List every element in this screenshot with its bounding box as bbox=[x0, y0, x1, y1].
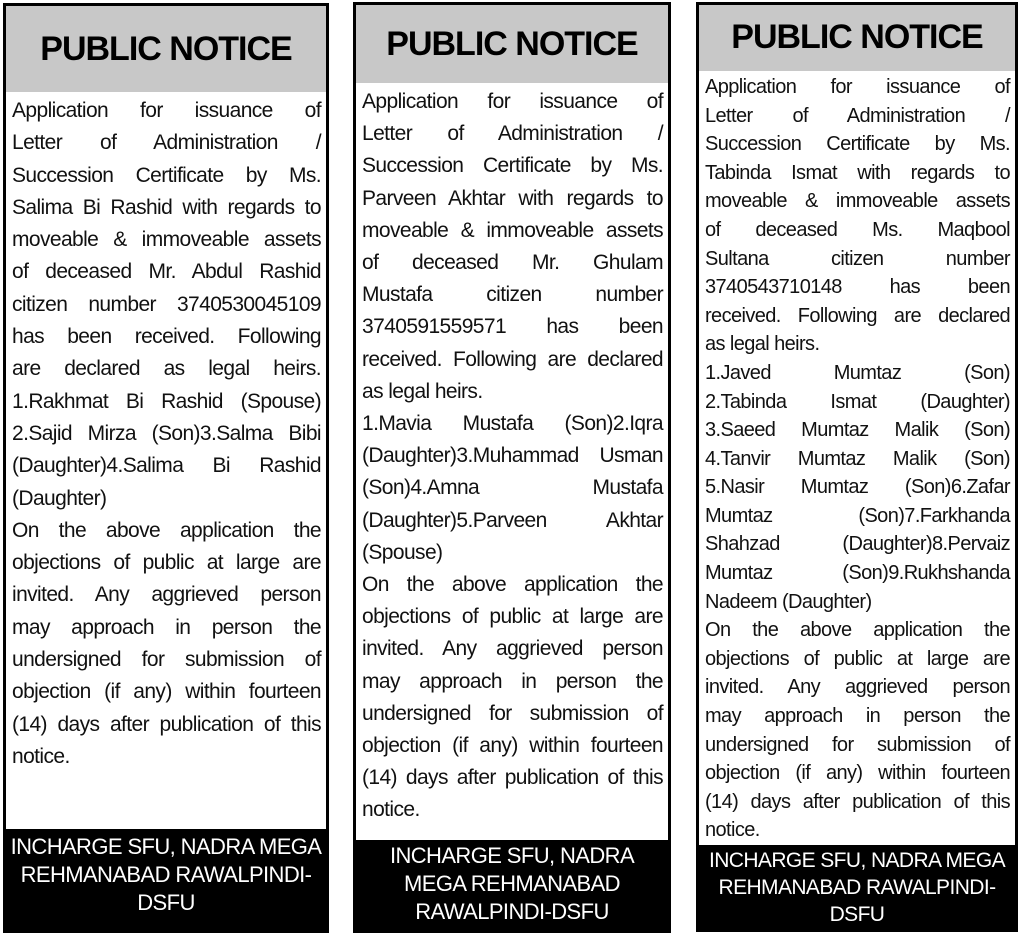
notice-text-line: 1.Javed Mumtaz (Son) bbox=[705, 361, 1010, 384]
notice-text-line: as legal heirs. bbox=[362, 379, 483, 403]
notice-text-line: Mustafa citizen number bbox=[362, 283, 663, 307]
notice-text-line: objections of public at large are bbox=[705, 647, 1010, 670]
notice-text-line: of deceased Ms. Maqbool bbox=[705, 218, 1010, 241]
notice-text-line: Application for issuance of bbox=[12, 99, 321, 122]
notice-text-line: may approach in person the bbox=[362, 669, 663, 693]
notice-text-line: (Spouse) bbox=[362, 540, 443, 564]
notice-text-line: invited. Any aggrieved person bbox=[705, 676, 1010, 699]
notice-text-line: undersigned for submission of bbox=[12, 648, 321, 672]
notice-signature: INCHARGE SFU, NADRA MEGA REHMANABAD RAWALPINDI-DSFU bbox=[699, 845, 1015, 929]
notice-text-line: objections of public at large are bbox=[12, 551, 321, 575]
notice-text-line: 2.Tabinda Ismat (Daughter) bbox=[705, 390, 1010, 413]
notice-text-line: 3.Saeed Mumtaz Malik (Son) bbox=[705, 419, 1010, 442]
notice-text-line: On the above application the bbox=[12, 518, 321, 542]
notice-text-line: notice. bbox=[705, 819, 760, 842]
notice-text-line: Parveen Akhtar with regards to bbox=[362, 186, 663, 210]
notice-signature: INCHARGE SFU, NADRA MEGA REHMANABAD RAWALPINDI-DSFU bbox=[6, 829, 326, 930]
notice-text-line: Sultana citizen number bbox=[705, 247, 1010, 270]
notice-text-line: Nadeem (Daughter) bbox=[705, 590, 872, 613]
notice-text-line: of deceased Mr. Ghulam bbox=[362, 251, 663, 275]
notice-text-line: 1.Rakhmat Bi Rashid (Spouse) bbox=[12, 389, 321, 413]
notice-text-line: (14) days after publication of this bbox=[362, 766, 663, 790]
notice-text-line: objection (if any) within fourteen bbox=[705, 762, 1010, 785]
notice-text-line: Mumtaz (Son)9.Rukhshanda bbox=[705, 562, 1010, 585]
notice-text-line: are declared as legal heirs. bbox=[12, 357, 321, 381]
notice-text-line: Succession Certificate by Ms. bbox=[705, 133, 1010, 156]
notice-text-line: 5.Nasir Mumtaz (Son)6.Zafar bbox=[705, 476, 1010, 499]
notice-body bbox=[699, 71, 1015, 845]
notice-text-line: (Daughter)5.Parveen Akhtar bbox=[362, 508, 663, 532]
notice-text-line: Mumtaz (Son)7.Farkhanda bbox=[705, 504, 1010, 527]
notice-text-line: Letter of Administration / bbox=[362, 122, 663, 146]
notice-text-line: may approach in person the bbox=[12, 615, 321, 639]
notice-text-line: invited. Any aggrieved person bbox=[12, 583, 321, 607]
notice-text-line: On the above application the bbox=[362, 573, 663, 597]
notice-text-line: notice. bbox=[12, 744, 70, 768]
notice-text-line: notice. bbox=[362, 798, 420, 822]
notice-text-line: moveable & immoveable assets bbox=[705, 190, 1010, 213]
notice-body bbox=[6, 92, 326, 829]
notice-text-line: (Son)4.Amna Mustafa bbox=[362, 476, 663, 500]
notice-text-line: invited. Any aggrieved person bbox=[362, 637, 663, 661]
notice-title: PUBLIC NOTICE bbox=[356, 5, 668, 83]
notice-text-line: On the above application the bbox=[705, 619, 1010, 642]
notice-text-line: undersigned for submission of bbox=[705, 733, 1010, 756]
notice-text-line: 1.Mavia Mustafa (Son)2.Iqra bbox=[362, 412, 663, 436]
notice-text-line: Tabinda Ismat with regards to bbox=[705, 161, 1010, 184]
notice-text-line: of deceased Mr. Abdul Rashid bbox=[12, 260, 321, 284]
notice-text-line: (Daughter)3.Muhammad Usman bbox=[362, 444, 663, 468]
notice-text-line: objection (if any) within fourteen bbox=[362, 734, 663, 758]
notice-text-line: citizen number 3740530045109 bbox=[12, 292, 321, 316]
notice-text-line: received. Following are declared bbox=[705, 304, 1010, 327]
notice-text-line: received. Following are declared bbox=[362, 347, 663, 371]
notice-text-line: Succession Certificate by Ms. bbox=[12, 163, 321, 187]
notice-text-line: undersigned for submission of bbox=[362, 701, 663, 725]
public-notice-2 bbox=[353, 2, 671, 933]
notice-text-line: objection (if any) within fourteen bbox=[12, 680, 321, 704]
public-notice-1 bbox=[3, 3, 329, 933]
notice-text-line: as legal heirs. bbox=[705, 333, 820, 356]
notice-text-line: objections of public at large are bbox=[362, 605, 663, 629]
notice-text-line: Application for issuance of bbox=[705, 75, 1010, 98]
notice-text-line: moveable & immoveable assets bbox=[12, 228, 321, 252]
notice-text-line: Shahzad (Daughter)8.Pervaiz bbox=[705, 533, 1010, 556]
notice-text-line: Salima Bi Rashid with regards to bbox=[12, 195, 321, 219]
notice-text-line: (Daughter) bbox=[12, 486, 107, 510]
notice-text-line: 2.Sajid Mirza (Son)3.Salma Bibi bbox=[12, 421, 321, 445]
notice-title: PUBLIC NOTICE bbox=[6, 6, 326, 92]
notice-text-line: (14) days after publication of this bbox=[12, 712, 321, 736]
notice-text-line: Application for issuance of bbox=[362, 90, 663, 113]
notice-text-line: (14) days after publication of this bbox=[705, 790, 1010, 813]
notice-text-line: 4.Tanvir Mumtaz Malik (Son) bbox=[705, 447, 1010, 470]
notice-text-line: 3740591559571 has been bbox=[362, 315, 663, 339]
notice-text-line: Succession Certificate by Ms. bbox=[362, 154, 663, 178]
notice-text-line: has been received. Following bbox=[12, 325, 321, 349]
notice-body bbox=[356, 83, 668, 840]
notice-title: PUBLIC NOTICE bbox=[699, 5, 1015, 71]
notice-text-line: Letter of Administration / bbox=[12, 131, 321, 155]
notice-signature: INCHARGE SFU, NADRA MEGA REHMANABAD RAWALPINDI-DSFU bbox=[356, 840, 668, 930]
notice-text-line: (Daughter)4.Salima Bi Rashid bbox=[12, 454, 321, 478]
public-notice-3 bbox=[696, 2, 1018, 932]
notice-text-line: may approach in person the bbox=[705, 705, 1010, 728]
notice-text-line: moveable & immoveable assets bbox=[362, 218, 663, 242]
notice-text-line: Letter of Administration / bbox=[705, 104, 1010, 127]
notice-text-line: 3740543710148 has been bbox=[705, 276, 1010, 299]
